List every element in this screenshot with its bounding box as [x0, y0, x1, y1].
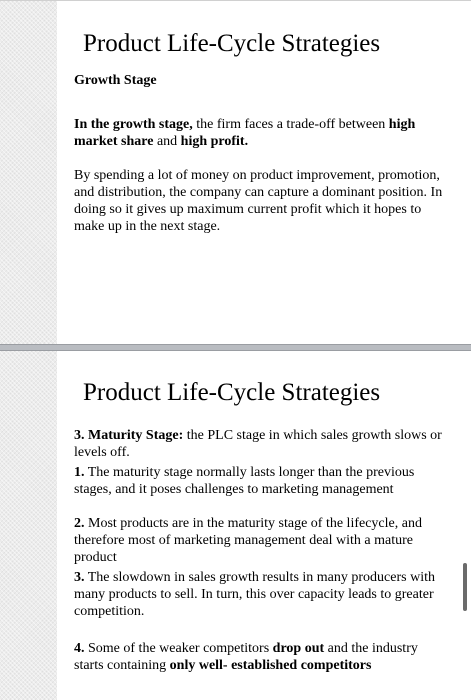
- maturity-point-1: [74, 464, 444, 498]
- bold-text: 3. Maturity Stage:: [74, 428, 184, 443]
- slide-maturity-stage: [0, 351, 471, 700]
- growth-stage-paragraph: [74, 116, 454, 150]
- bold-text: 3.: [74, 570, 85, 585]
- body-text: The slowdown in sales growth results in many producers with many products to sell. In turn, this over capacity leads to greater competition.: [74, 570, 435, 619]
- slide-separator: [0, 344, 471, 351]
- body-text: The maturity stage normally lasts longer than the previous stages, and it poses challenges to marketing management: [74, 465, 415, 497]
- slide-title: Product Life-Cycle Strategies: [83, 379, 381, 406]
- maturity-definition: [74, 427, 454, 461]
- body-text: the firm faces a trade-off between: [192, 117, 389, 132]
- spending-paragraph: By spending a lot of money on product improvement, promotion, and distribution, the company can capture a dominant position. In doing so it gives up maximum current profit which it hopes to make up in the next stage.: [74, 168, 443, 234]
- bold-text: 1.: [74, 465, 85, 480]
- bold-text: drop out: [272, 641, 325, 656]
- bold-text: 2.: [74, 516, 85, 531]
- body-text: and the industry starts containing: [74, 641, 418, 673]
- bold-text: In the growth stage,: [74, 117, 193, 132]
- maturity-point-4: [74, 640, 444, 674]
- scrollbar-thumb[interactable]: [463, 563, 467, 611]
- slide-side-pattern: [0, 351, 57, 700]
- body-text: and: [153, 134, 181, 149]
- slide-title: Product Life-Cycle Strategies: [83, 30, 381, 57]
- slide-growth-stage: [0, 0, 471, 344]
- maturity-point-3: [74, 569, 446, 620]
- slide-subtitle: Growth Stage: [74, 73, 157, 88]
- bold-text: high market share: [74, 117, 416, 149]
- bold-text: only well- established competitors: [169, 658, 372, 673]
- bold-text: 4.: [74, 641, 85, 656]
- maturity-point-2: [74, 515, 444, 566]
- bold-text: high profit.: [180, 134, 249, 149]
- body-text: Most products are in the maturity stage of the lifecycle, and therefore most of marketing management deal with a mature product: [74, 516, 422, 565]
- slide-side-pattern: [0, 1, 57, 344]
- body-text: Some of the weaker competitors: [84, 641, 273, 656]
- body-text: the PLC stage in which sales growth slows or levels off.: [74, 428, 442, 460]
